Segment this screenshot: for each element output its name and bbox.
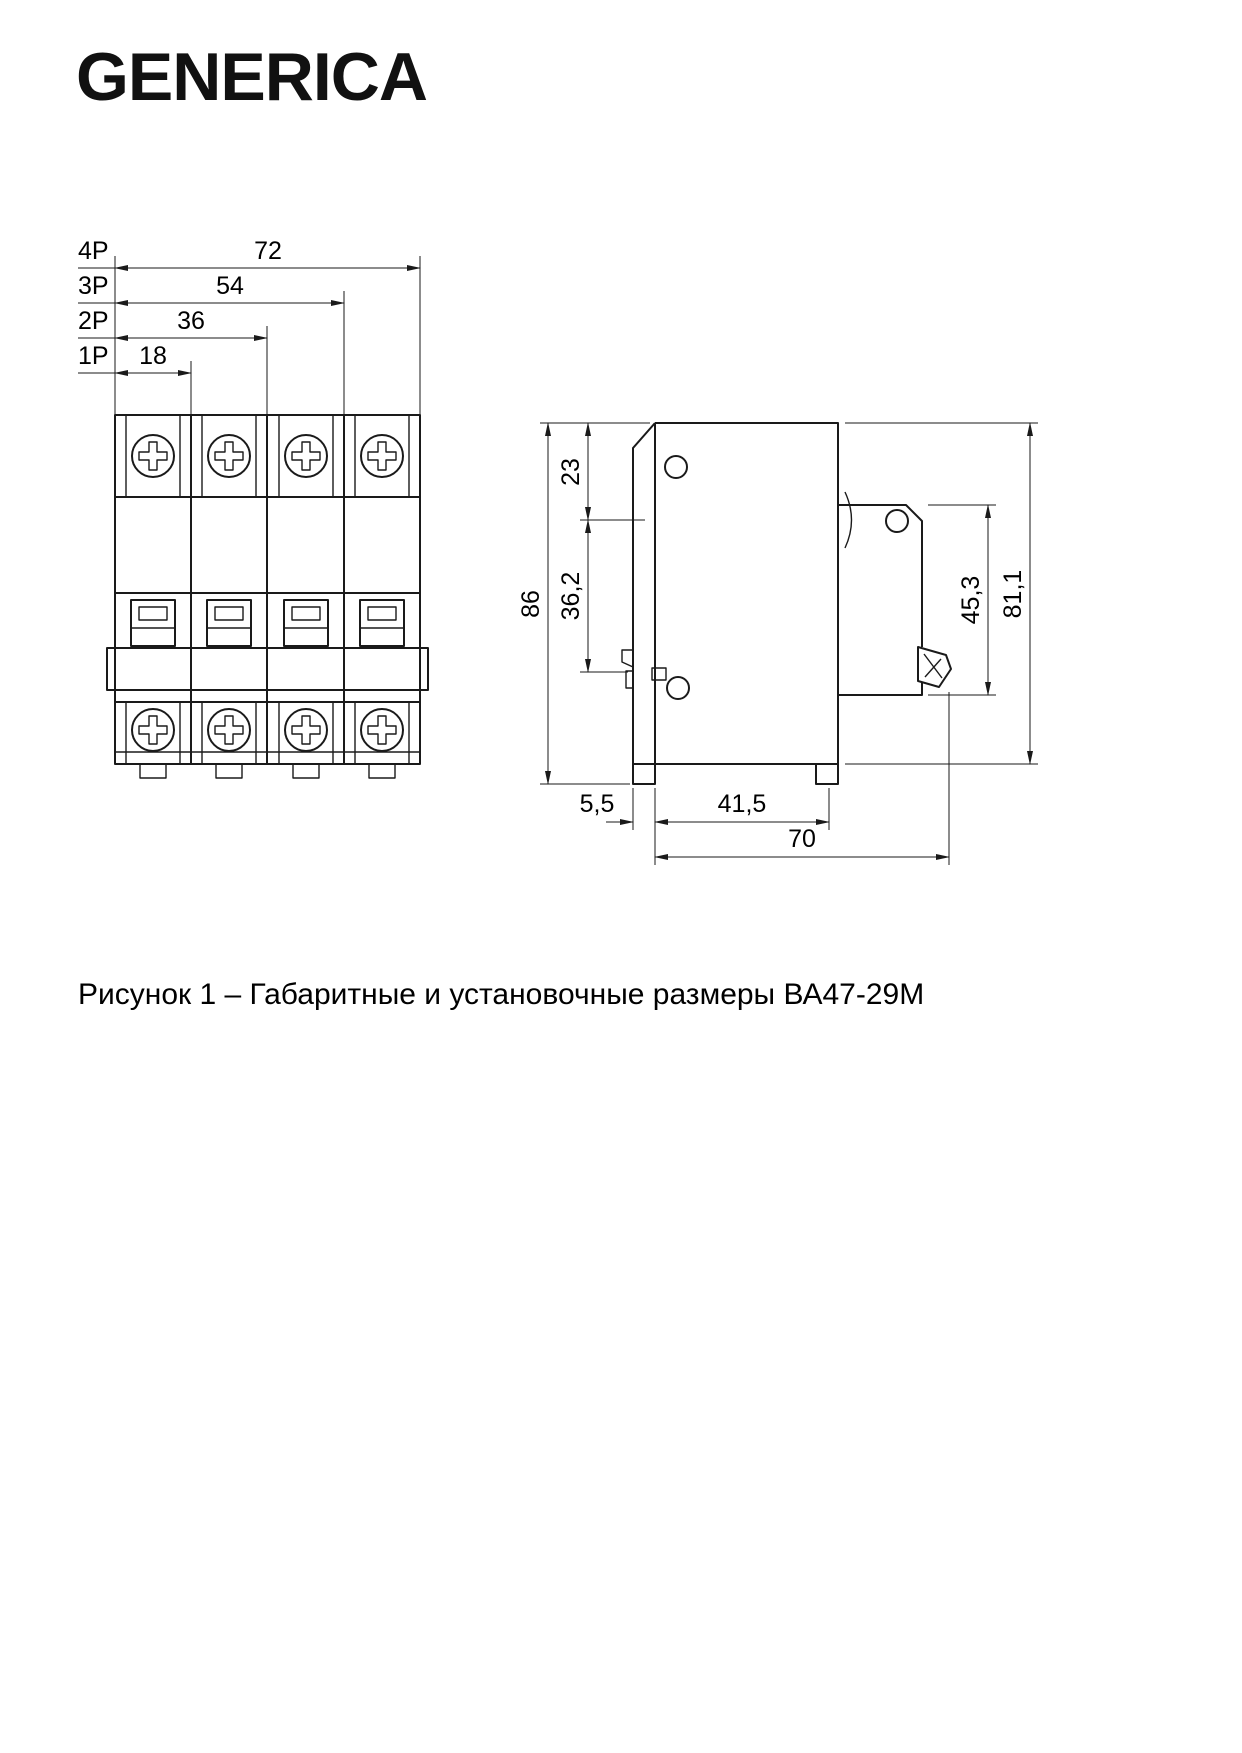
front-rivet-top: [665, 456, 687, 478]
side-dim-top-section: 23: [557, 458, 585, 486]
breaker-front-body: [107, 415, 428, 778]
side-view-dimensions: [517, 423, 1038, 865]
side-view: [517, 423, 1038, 865]
front-view-dimensions: [78, 237, 420, 415]
front-dim-2p-value: 36: [177, 307, 205, 335]
rear-rivet-hole: [886, 510, 908, 532]
front-dim-3p-value: 54: [216, 272, 244, 300]
breaker-side-body: [622, 423, 951, 784]
side-arc-detail: [845, 492, 852, 548]
front-latch-upper: [622, 650, 633, 667]
din-rail-clip: [918, 647, 951, 687]
front-dim-4p-value: 72: [254, 237, 282, 265]
front-view: [78, 237, 428, 778]
front-dim-4p-label: 4P: [78, 237, 109, 265]
side-dim-plate-height: 45,3: [957, 575, 985, 625]
front-dim-3p-label: 3P: [78, 272, 109, 300]
side-dim-rear-height: 81,1: [999, 569, 1027, 619]
front-dim-1p-label: 1P: [78, 342, 109, 370]
side-dim-mid-section: 36,2: [557, 571, 585, 621]
brand-logo: GENERICA: [76, 39, 427, 115]
figure-caption: Рисунок 1 – Габаритные и установочные размеры ВА47-29М: [78, 978, 925, 1011]
front-dim-1p-value: 18: [139, 342, 167, 370]
front-dim-2p-label: 2P: [78, 307, 109, 335]
front-rivet-bottom: [667, 677, 689, 699]
front-latch-lower: [626, 671, 633, 688]
front-feet: [140, 764, 395, 778]
side-dim-depth-to-rail: 41,5: [717, 790, 767, 818]
side-dim-height-total: 86: [517, 590, 545, 618]
side-dim-front-lip: 5,5: [579, 790, 615, 818]
side-dim-depth-total: 70: [788, 825, 816, 853]
